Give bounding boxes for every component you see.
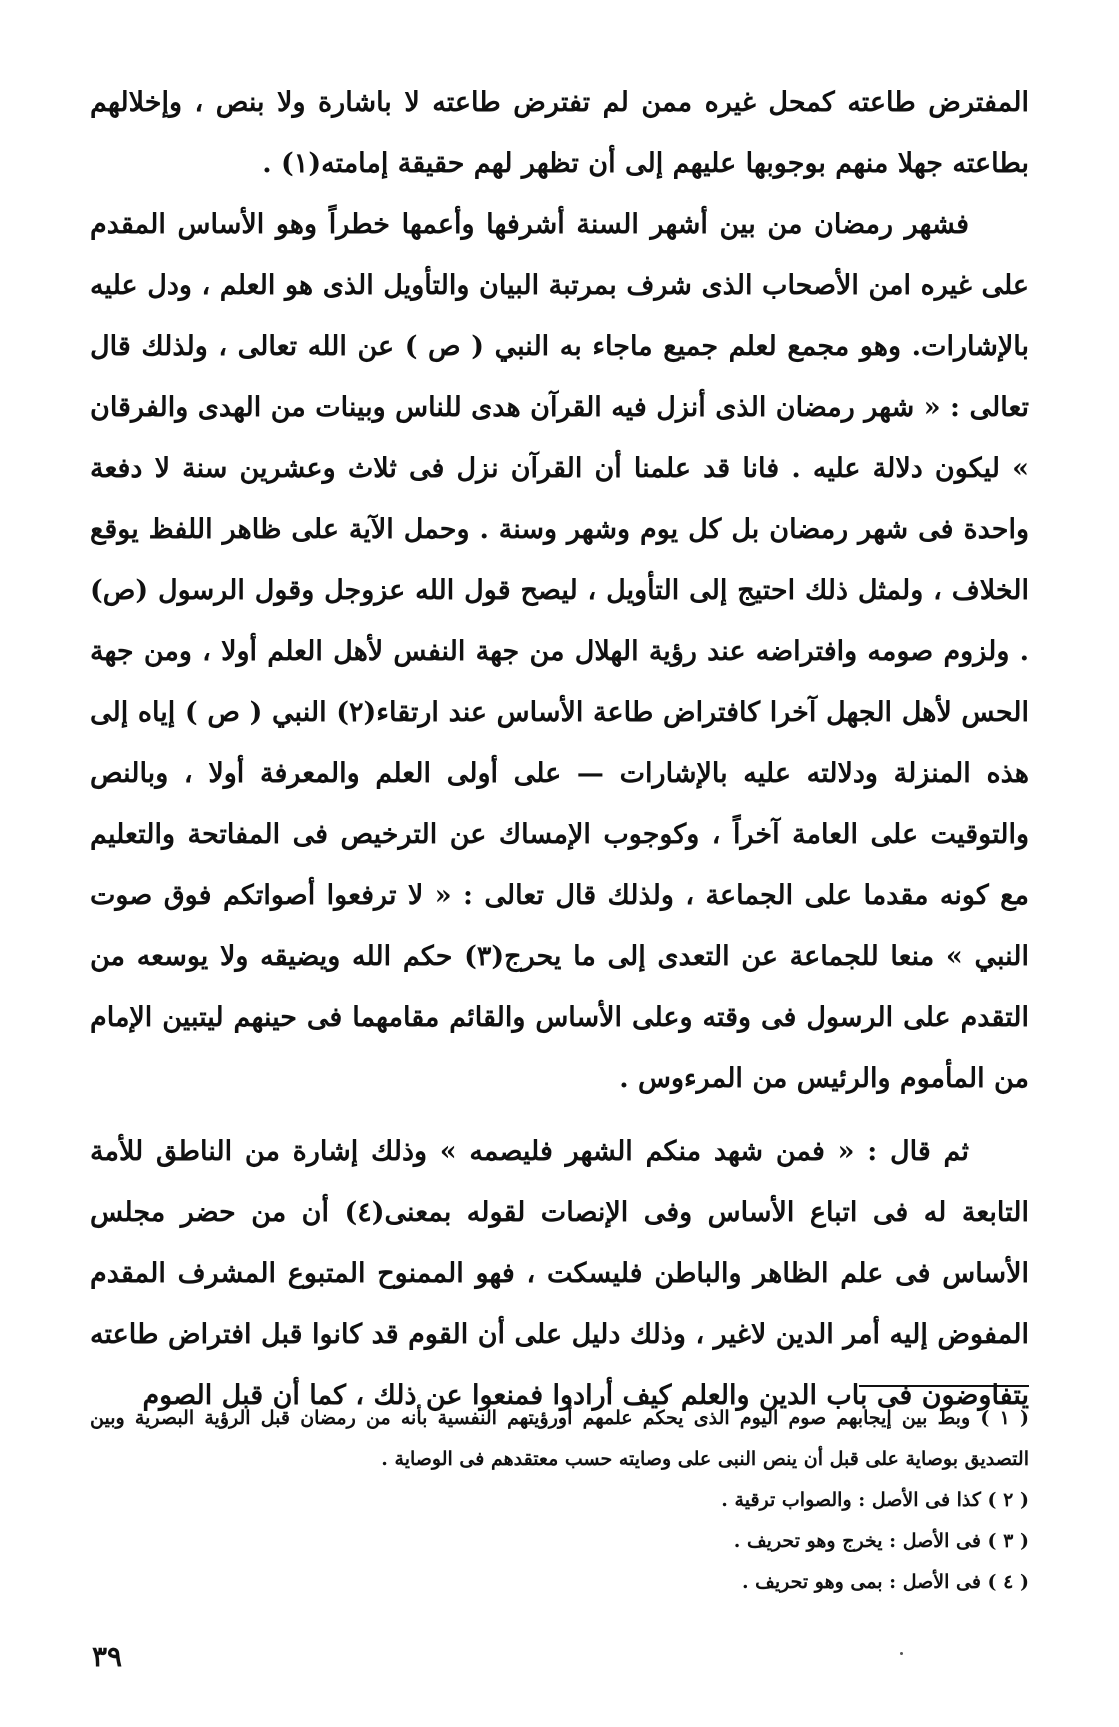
main-text bbox=[90, 72, 1029, 1426]
footnotes bbox=[90, 1398, 1029, 1603]
page-number: ٣٩ bbox=[92, 1640, 123, 1673]
footnote-3: ( ٣ ) فى الأصل : يخرج وهو تحريف . bbox=[733, 1530, 1029, 1552]
paragraph-2: فشهر رمضان من بين أشهر السنة أشرفها وأعمها خطراً وهو الأساس المقدم على غيره امن الأصحاب الذى شرف بمرتبة البيان والتأويل الذى هو العلم ، ودل عليه بالإشارات. وهو مجمع لعلم جميع ماجاء به النبي ( ص ) عن الله تعالى ، ولذلك قال تعالى : « شهر رمضان الذى أنزل فيه القرآن هدى للناس وبينات من الهدى والفرقان » ليكون دلالة عليه . فانا قد علمنا أن القرآن نزل فى ثلاث وعشرين سنة لا دفعة واحدة فى شهر رمضان بل كل يوم وشهر وسنة . وحمل الآية على ظاهر اللفظ يوقع الخلاف ، ولمثل ذلك احتيج إلى التأويل ، ليصح قول الله عزوجل وقول الرسول (ص) . ولزوم صومه وافتراضه عند رؤية الهلال من جهة النفس لأهل العلم أولا ، ومن جهة الحس لأهل الجهل آخرا كافتراض طاعة الأساس عند ارتقاء(٢) النبي ( ص ) إياه إلى هذه المنزلة ودلالته عليه بالإشارات — على أولى العلم والمعرفة أولا ، وبالنص والتوقيت على العامة آخراً ، وكوجوب الإمساك عن الترخيص فى المفاتحة والتعليم مع كونه مقدما على الجماعة ، ولذلك قال تعالى : « لا ترفعوا أصواتكم فوق صوت النبي » منعا للجماعة عن التعدى إلى ما يحرج(٣) حكم الله ويضيقه ولا يوسعه من التقدم على الرسول فى وقته وعلى الأساس والقائم مقامهما فى حينهم ليتبين الإمام من المأموم والرئيس من المرءوس . bbox=[90, 209, 1030, 1094]
print-speck bbox=[900, 1652, 903, 1655]
paragraph-1: المفترض طاعته كمحل غيره ممن لم تفترض طاعته لا باشارة ولا بنص ، وإخلالهم بطاعته جهلا منهم بوجوبها عليهم إلى أن تظهر لهم حقيقة إمامته(١) . bbox=[90, 87, 1029, 179]
footnote-2: ( ٢ ) كذا فى الأصل : والصواب ترقية . bbox=[721, 1489, 1029, 1511]
footnote-1: ( ١ ) وبط بين إيجابهم صوم اليوم الذى يحكم علمهم أورؤيتهم النفسية بأنه من رمضان قبل الرؤية البصرية وبين التصديق بوصاية على قبل أن ينص النبى على وصايته حسب معتقدهم فى الوصاية . bbox=[90, 1407, 1029, 1470]
footnote-4: ( ٤ ) فى الأصل : بمى وهو تحريف . bbox=[741, 1571, 1029, 1593]
footnote-separator bbox=[859, 1385, 1029, 1387]
paragraph-3: ثم قال : « فمن شهد منكم الشهر فليصمه » وذلك إشارة من الناطق للأمة التابعة له فى اتباع الأساس وفى الإنصات لقوله بمعنى(٤) أن من حضر مجلس الأساس فى علم الظاهر والباطن فليسكت ، فهو الممنوح المتبوع المشرف المقدم المفوض إليه أمر الدين لاغير ، وذلك دليل على أن القوم قد كانوا قبل افتراض طاعته يتفاوضون فى باب الدين والعلم كيف أرادوا فمنعوا عن ذلك ، كما أن قبل الصوم bbox=[90, 1136, 1029, 1411]
